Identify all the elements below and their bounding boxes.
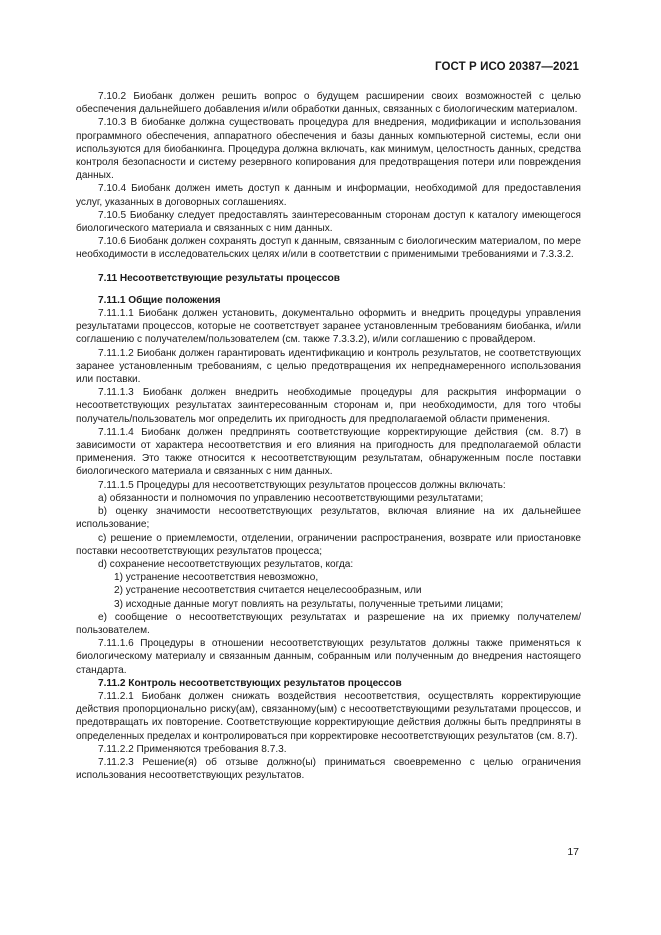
paragraph-7-11-1-5: 7.11.1.5 Процедуры для несоответствующих результатов процессов должны включать: [98,479,506,491]
page-number: 17 [567,846,579,858]
list-item-c: c) решение о приемлемости, отделении, ограничении распространения, возврате или приостановке поставки несоответствующих результатов процесса; [76,532,581,557]
paragraph-7-10-4: 7.10.4 Биобанк должен иметь доступ к данным и информации, необходимой для предоставления услуг, указанных в договорных соглашениях. [76,183,581,208]
paragraph-7-11-2-3: 7.11.2.3 Решение(я) об отзыве должно(ы) приниматься своевременно с целью ограничения использования несоответствующих результатов. [76,756,581,782]
list-subitem-1: 1) устранение несоответствия невозможно, [114,572,319,584]
paragraph-7-11-1-4: 7.11.1.4 Биобанк должен предпринять соответствующие корректирующие действия (см. 8.7) в зависимости от характера несоответствия и его влияния на пригодность для предполагаемой области применения. Это также относится к несоответствующим результатам, обнаруженным после поставки биологического материала и связанных с ним данных. [76,426,581,478]
paragraph-7-11-1-2: 7.11.1.2 Биобанк должен гарантировать идентификацию и контроль результатов, не соответствующих заранее установленным требованиям, с целью предотвращения их непреднамеренного использования или поставки. [76,347,581,386]
document-body [76,90,581,782]
section-heading-7-11: 7.11 Несоответствующие результаты процессов [98,272,340,284]
paragraph-7-10-3: 7.10.3 В биобанке должна существовать процедура для внедрения, модификации и использования программного обеспечения, аппаратного обеспечения и базы данных компьютерной системы, если они используются для биобанкинга. Процедура должна включать, как минимум, целостность данных, средства контроля безопасности и систему резервного копирования для предотвращения потери или повреждения данных. [76,117,581,182]
subsection-heading-7-11-2: 7.11.2 Контроль несоответствующих результатов процессов [98,677,402,689]
list-item-b: b) оценку значимости несоответствующих результатов, включая влияние на их дальнейшее использование; [76,506,581,531]
list-item-e: e) сообщение о несоответствующих результатах и разрешение на их приемку получателем/пользователем. [76,611,581,636]
paragraph-7-11-2-1: 7.11.2.1 Биобанк должен снижать воздействия несоответствия, осуществлять корректирующие действия пропорционально риску(ам), связанному(ым) с несоответствующими результатами процессов, и предотвращать их повторение. Соответствующие корректирующие действия должны быть предприняты в определенных пределах и контролироваться при корректировке несоответствующих результатов (см. 8.7). [76,690,581,742]
document-header: ГОСТ Р ИСО 20387—2021 [434,61,579,73]
paragraph-7-10-2: 7.10.2 Биобанк должен решить вопрос о будущем расширении своих возможностей с целью обеспечения дальнейшего добавления и/или обработки данных, связанных с биологическим материалом. [76,91,581,116]
list-subitem-3: 3) исходные данные могут повлиять на результаты, полученные третьими лицами; [114,598,504,610]
subsection-heading-7-11-1: 7.11.1 Общие положения [98,294,221,306]
list-item-d: d) сохранение несоответствующих результатов, когда: [98,558,354,570]
list-subitem-2: 2) устранение несоответствия считается нецелесообразным, или [114,585,422,597]
paragraph-7-11-2-2: 7.11.2.2 Применяются требования 8.7.3. [98,743,287,755]
paragraph-7-11-1-1: 7.11.1.1 Биобанк должен установить, документально оформить и внедрить процедуры управления результатами процессов, которые не соответствует заранее установленным требованиям биобанка, и/или соглашению с получателем/пользователем (см. также 7.3.3.2), и/или соглашению с провайдером. [76,308,581,346]
paragraph-7-11-1-6: 7.11.1.6 Процедуры в отношении несоответствующих результатов должны также применяться к биологическому материалу и связанным данным, собранным или полученным до внедрения настоящего стандарта. [76,638,581,676]
paragraph-7-11-1-3: 7.11.1.3 Биобанк должен внедрить необходимые процедуры для раскрытия информации о несоответствующих результатах заинтересованным сторонам и, при необходимости, для того чтобы получатель/пользователь мог определить их пригодность для предполагаемой области применения. [76,387,581,425]
paragraph-7-10-6: 7.10.6 Биобанк должен сохранять доступ к данным, связанным с биологическим материалом, по мере необходимости в исследовательских целях и/или в соответствии с применимыми требованиями и 7.3.3.2. [76,236,581,261]
list-item-a: a) обязанности и полномочия по управлению несоответствующими результатами; [98,492,484,504]
paragraph-7-10-5: 7.10.5 Биобанку следует предоставлять заинтересованным сторонам доступ к каталогу имеющегося биологического материала и связанных с ним данных. [76,209,581,235]
